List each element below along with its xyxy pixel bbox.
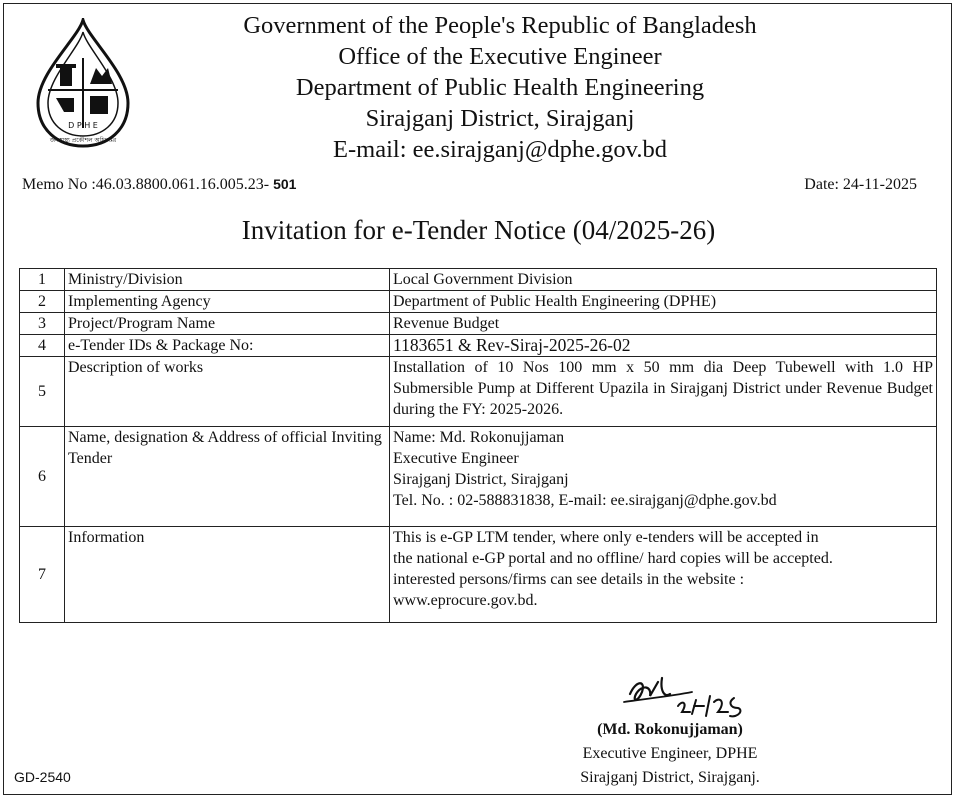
table-row bbox=[20, 335, 937, 357]
header-district: Sirajganj District, Sirajganj bbox=[365, 105, 635, 132]
row-value bbox=[390, 527, 937, 623]
row-value: Installation of 10 Nos 100 mm x 50 mm dia Deep Tubewell with 1.0 HP Submersible Pump at Different Upazila in Sirajganj District under Revenue Budget during the FY: 2025-2026. bbox=[390, 357, 937, 427]
signer-name: (Md. Rokonujjaman) bbox=[597, 721, 743, 738]
info-link: www.eprocure.gov.bd. bbox=[393, 592, 538, 609]
header-department: Department of Public Health Engineering bbox=[295, 74, 705, 101]
header-email: E-mail: ee.sirajganj@dphe.gov.bd bbox=[333, 136, 667, 163]
logo-letters: D P H E bbox=[68, 121, 98, 130]
info-line: This is e-GP LTM tender, where only e-tenders will be accepted in bbox=[393, 529, 819, 546]
notice-date: Date: 24-11-2025 bbox=[804, 176, 917, 193]
row-label: Project/Program Name bbox=[65, 313, 390, 335]
footer-code: GD-2540 bbox=[14, 769, 71, 785]
row-value: Department of Public Health Engineering (DPHE) bbox=[390, 291, 937, 313]
info-line: interested persons/firms can see details in the website : bbox=[393, 571, 745, 588]
row-sl: 4 bbox=[20, 335, 65, 357]
row-sl: 7 bbox=[20, 527, 65, 623]
memo-number bbox=[22, 176, 296, 194]
row-sl: 5 bbox=[20, 357, 65, 427]
memo-prefix: Memo No :46.03.8800.061.16.005.23- bbox=[22, 176, 274, 193]
row-sl: 6 bbox=[20, 427, 65, 527]
row-label: e-Tender IDs & Package No: bbox=[65, 335, 390, 357]
header-office: Office of the Executive Engineer bbox=[338, 43, 662, 70]
row-label: Information bbox=[65, 527, 390, 623]
row-sl: 2 bbox=[20, 291, 65, 313]
table-row bbox=[20, 427, 937, 527]
official-address: Sirajganj District, Sirajganj bbox=[393, 471, 569, 488]
header-government: Government of the People's Republic of Bangladesh bbox=[243, 12, 757, 39]
row-sl: 3 bbox=[20, 313, 65, 335]
logo-motto: জনস্বাস্থ্য প্রকৌশল অধিদপ্তর bbox=[49, 137, 117, 144]
table-row bbox=[20, 527, 937, 623]
letterhead bbox=[150, 10, 850, 165]
row-value: Local Government Division bbox=[390, 269, 937, 291]
row-value: 1183651 & Rev-Siraj-2025-26-02 bbox=[390, 335, 937, 357]
tender-table bbox=[19, 268, 937, 623]
row-label: Ministry/Division bbox=[65, 269, 390, 291]
signer-office: Sirajganj District, Sirajganj. bbox=[580, 769, 760, 786]
row-label: Description of works bbox=[65, 357, 390, 427]
table-row bbox=[20, 313, 937, 335]
info-line: the national e-GP portal and no offline/ hard copies will be accepted. bbox=[393, 550, 833, 567]
official-contact: Tel. No. : 02-588831838, E-mail: ee.sirajganj@dphe.gov.bd bbox=[393, 492, 777, 509]
table-row bbox=[20, 291, 937, 313]
row-label: Implementing Agency bbox=[65, 291, 390, 313]
dphe-logo-icon bbox=[28, 18, 138, 150]
official-designation: Executive Engineer bbox=[393, 450, 519, 467]
signer-designation: Executive Engineer, DPHE bbox=[582, 745, 758, 762]
table-row bbox=[20, 269, 937, 291]
row-value: Revenue Budget bbox=[390, 313, 937, 335]
notice-title: Invitation for e-Tender Notice (04/2025-26) bbox=[241, 215, 716, 245]
row-value bbox=[390, 427, 937, 527]
table-row bbox=[20, 357, 937, 427]
row-sl: 1 bbox=[20, 269, 65, 291]
official-name: Name: Md. Rokonujjaman bbox=[393, 429, 565, 446]
row-label: Name, designation & Address of official Inviting Tender bbox=[65, 427, 390, 527]
memo-serial: 501 bbox=[273, 176, 297, 192]
signature-block bbox=[520, 718, 820, 790]
